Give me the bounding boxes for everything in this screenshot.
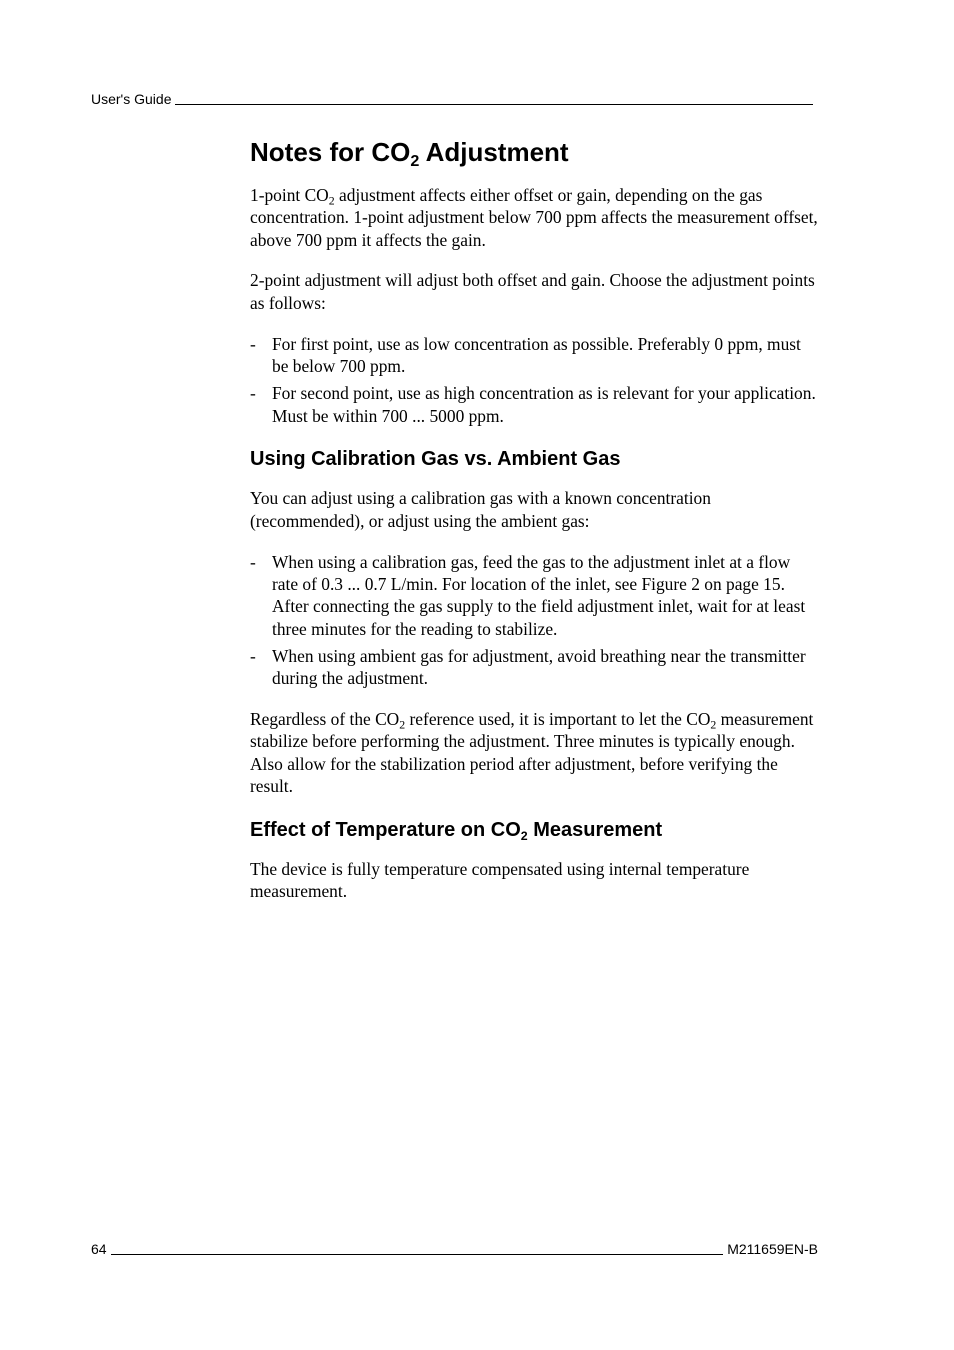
calibration-intro: You can adjust using a calibration gas with a known concentration (recommended), or adjust using the ambient gas: <box>250 488 711 531</box>
footer-rule <box>111 1254 724 1255</box>
stabilization-note: Regardless of the $CO_2$ reference used, it is important to let the $CO_2$ measurement stabilize before performing the adjustment. Three minutes is typically enough. Also allow for the stabilization period after adjustment, before verifying the result. <box>250 709 814 796</box>
page-number: 64 <box>91 1241 107 1257</box>
running-header <box>91 90 813 108</box>
page-title: Notes for CO2 Adjustment <box>250 137 569 171</box>
adjustment-points-list <box>250 333 820 427</box>
list-item: - For first point, use as low concentration as possible. Preferably 0 ppm, must be below 700 ppm. <box>250 333 820 378</box>
list-item: - When using a calibration gas, feed the gas to the adjustment inlet at a flow rate of 0.3 ... 0.7 L/min. For location of the inlet, see Figure 2 on page 15. After connecting the gas supply to the field adjustment inlet, wait for at least three minutes for the reading to stabilize. <box>250 551 820 640</box>
page-content <box>250 134 820 921</box>
running-footer <box>91 1240 818 1258</box>
temperature-text: The device is fully temperature compensated using internal temperature measurement. <box>250 858 750 902</box>
header-title: User's Guide <box>91 91 172 107</box>
temperature-heading: Effect of Temperature on CO2 Measurement <box>250 818 663 843</box>
document-code: M211659EN-B <box>727 1241 818 1257</box>
list-item: - For second point, use as high concentration as is relevant for your application. Must be within 700 ... 5000 ppm. <box>250 382 820 427</box>
paragraph-two-point: 2-point adjustment will adjust both offset and gain. Choose the adjustment points as follows: <box>250 270 815 313</box>
header-rule <box>175 104 813 105</box>
paragraph-one-point: 1-point $CO_2$ adjustment affects either offset or gain, depending on the gas concentration. 1-point adjustment below 700 ppm affects the measurement offset, above 700 ppm it affects the gain. <box>250 185 818 250</box>
calibration-heading: Using Calibration Gas vs. Ambient Gas <box>250 448 621 471</box>
calibration-list <box>250 551 820 690</box>
list-item: - When using ambient gas for adjustment, avoid breathing near the transmitter during the adjustment. <box>250 645 820 690</box>
